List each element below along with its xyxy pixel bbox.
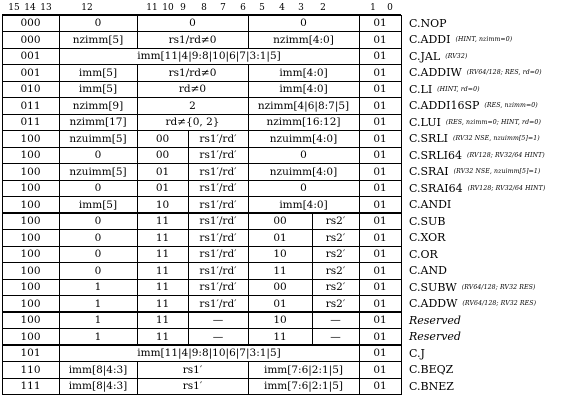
encoding-field: 11 xyxy=(155,215,170,228)
encoding-field: 0 xyxy=(94,182,102,195)
encoding-field: rd≠{0, 2} xyxy=(165,116,220,129)
encoding-field: rs1′/rd′ xyxy=(199,182,237,195)
encoding-field: nzimm[16:12] xyxy=(266,116,341,129)
instruction-note: (RES, nzimm=0) xyxy=(484,102,538,110)
encoding-field: nzuimm[5] xyxy=(69,132,127,145)
instruction-name-cell xyxy=(409,131,540,148)
encoding-field: 100 xyxy=(20,297,41,310)
encoding-field: 01 xyxy=(373,380,387,393)
encoding-field: 01 xyxy=(273,297,287,310)
bit-position-label: 5 xyxy=(259,3,265,13)
encoding-field: 11 xyxy=(155,281,170,294)
instruction-name-cell xyxy=(409,279,535,296)
encoding-field: 01 xyxy=(373,17,387,30)
encoding-field: 0 xyxy=(300,17,307,30)
instruction-name: C.ADDIW xyxy=(409,66,462,80)
instruction-name: C.OR xyxy=(409,247,438,261)
instruction-name: C.SRAI xyxy=(409,165,449,179)
encoding-field: 0 xyxy=(94,264,102,277)
instruction-name-cell xyxy=(409,296,536,313)
bit-position-label: 1 xyxy=(370,3,376,13)
instruction-name: C.SRLI xyxy=(409,132,448,146)
instruction-name-cell xyxy=(409,197,451,214)
encoding-field: 01 xyxy=(373,33,387,46)
encoding-field: 11 xyxy=(155,231,170,244)
encoding-field: 110 xyxy=(20,363,41,376)
instruction-name-cell xyxy=(409,230,445,247)
instruction-name: C.NOP xyxy=(409,16,447,30)
instruction-name-cell xyxy=(409,147,545,164)
instruction-name-cell xyxy=(409,114,541,131)
instruction-name: C.BNEZ xyxy=(409,379,454,393)
encoding-field: imm[8|4:3] xyxy=(68,380,128,393)
encoding-field: rs2′ xyxy=(325,215,346,228)
encoding-field: 11 xyxy=(273,330,287,343)
encoding-field: 11 xyxy=(273,264,287,277)
encoding-field: 01 xyxy=(373,116,387,129)
encoding-field: 01 xyxy=(273,231,287,244)
encoding-field: nzuimm[4:0] xyxy=(269,132,338,145)
bit-position-label: 11 xyxy=(146,3,158,13)
encoding-field: 01 xyxy=(373,165,387,178)
instruction-name-cell xyxy=(409,65,542,82)
instruction-name: C.ADDW xyxy=(409,297,458,311)
encoding-field: — xyxy=(330,330,341,343)
encoding-field: 0 xyxy=(94,17,102,30)
encoding-field: 11 xyxy=(155,314,170,327)
encoding-field: nzuimm[4:0] xyxy=(269,165,338,178)
encoding-field: rs1/rd≠0 xyxy=(168,66,217,79)
encoding-field: rs1′/rd′ xyxy=(199,297,237,310)
encoding-field: rs1′/rd′ xyxy=(199,264,237,277)
encoding-field: 000 xyxy=(20,33,41,46)
bit-position-label: 15 xyxy=(8,3,20,13)
instruction-name-cell xyxy=(409,213,445,230)
encoding-field: 10 xyxy=(273,248,287,261)
encoding-field: 01 xyxy=(155,182,170,195)
encoding-field: nzimm[5] xyxy=(72,33,124,46)
encoding-field: imm[5] xyxy=(78,66,118,79)
encoding-field: 100 xyxy=(20,314,41,327)
encoding-field: rs2′ xyxy=(325,248,346,261)
instruction-name: Reserved xyxy=(409,330,461,344)
encoding-field: 01 xyxy=(373,363,387,376)
encoding-field: 01 xyxy=(373,149,387,162)
encoding-field: — xyxy=(212,314,224,327)
encoding-field: 100 xyxy=(20,165,41,178)
encoding-field: 01 xyxy=(373,66,387,79)
encoding-field: imm[8|4:3] xyxy=(68,363,128,376)
encoding-field: 100 xyxy=(20,149,41,162)
instruction-note: (RV128; RV32/64 HINT) xyxy=(467,184,546,192)
encoding-field: 01 xyxy=(373,132,387,145)
encoding-field: 1 xyxy=(94,281,102,294)
instruction-name: C.XOR xyxy=(409,231,446,245)
encoding-field: nzimm[9] xyxy=(72,99,124,112)
encoding-field: 000 xyxy=(20,17,41,30)
encoding-field: rs1′/rd′ xyxy=(199,215,237,228)
bit-position-label: 8 xyxy=(201,3,207,13)
encoding-field: 01 xyxy=(373,264,387,277)
encoding-field: 01 xyxy=(373,347,387,360)
bit-position-label: 7 xyxy=(220,3,226,13)
instruction-note: (RV64/128; RES, rd=0) xyxy=(466,69,542,77)
bit-position-label: 9 xyxy=(180,3,186,13)
encoding-field: 0 xyxy=(189,17,196,30)
encoding-field: imm[4:0] xyxy=(279,83,328,96)
bit-position-label: 12 xyxy=(81,3,93,13)
encoding-field: 01 xyxy=(373,330,387,343)
encoding-field: 01 xyxy=(373,215,387,228)
encoding-field: imm[11|4|9:8|10|6|7|3:1|5] xyxy=(137,50,281,63)
encoding-field: 100 xyxy=(20,132,41,145)
encoding-field: 00 xyxy=(273,215,287,228)
instruction-name-cell xyxy=(409,263,447,280)
encoding-field: 100 xyxy=(20,198,41,211)
encoding-field: 111 xyxy=(20,380,41,393)
encoding-field: 01 xyxy=(373,314,387,327)
instruction-name: C.J xyxy=(409,346,425,360)
instruction-name: C.LUI xyxy=(409,115,441,129)
encoding-field: imm[4:0] xyxy=(279,198,328,211)
encoding-field: 100 xyxy=(20,231,41,244)
encoding-field: rs1′/rd′ xyxy=(199,231,237,244)
encoding-field: rs1/rd≠0 xyxy=(168,33,217,46)
instruction-name: C.LI xyxy=(409,82,433,96)
encoding-field: rs1′/rd′ xyxy=(199,132,237,145)
encoding-field: 01 xyxy=(373,50,387,63)
instruction-note: (RV32) xyxy=(445,52,468,60)
instruction-note: (HINT, nzimm=0) xyxy=(455,36,513,44)
encoding-field: 11 xyxy=(155,264,170,277)
encoding-field: 1 xyxy=(94,314,102,327)
encoding-field: rs1′ xyxy=(182,380,203,393)
encoding-field: imm[7:6|2:1|5] xyxy=(263,363,344,376)
encoding-field: 01 xyxy=(373,182,387,195)
encoding-field: 01 xyxy=(373,248,387,261)
encoding-field: 0 xyxy=(94,248,102,261)
bit-position-label: 6 xyxy=(240,3,246,13)
encoding-field: rs2′ xyxy=(325,297,346,310)
instruction-name: C.JAL xyxy=(409,49,441,63)
encoding-field: 0 xyxy=(94,149,102,162)
bit-position-label: 14 xyxy=(24,3,36,13)
encoding-field: 00 xyxy=(273,281,287,294)
instruction-name: Reserved xyxy=(409,313,461,327)
instruction-name-cell xyxy=(409,312,461,329)
encoding-field: 001 xyxy=(20,50,41,63)
bit-position-label: 0 xyxy=(387,3,393,13)
encoding-field: 011 xyxy=(20,116,41,129)
instruction-name: C.SUBW xyxy=(409,280,457,294)
encoding-field: 100 xyxy=(20,330,41,343)
instruction-note: (RV128; RV32/64 HINT) xyxy=(467,151,545,159)
bit-position-label: 2 xyxy=(320,3,326,13)
encoding-field: 100 xyxy=(20,264,41,277)
encoding-field: 01 xyxy=(373,231,387,244)
encoding-field: 11 xyxy=(155,330,170,343)
instruction-name-cell xyxy=(409,15,447,32)
encoding-field: nzuimm[5] xyxy=(69,165,127,178)
encoding-field: imm[4:0] xyxy=(279,66,328,79)
encoding-field: 11 xyxy=(155,297,170,310)
instruction-note: (RV32 NSE, nzuimm[5]=1) xyxy=(453,135,540,143)
encoding-field: rs2′ xyxy=(325,231,346,244)
bit-position-label: 13 xyxy=(40,3,52,13)
instruction-name-cell xyxy=(409,362,453,379)
instruction-name: C.BEQZ xyxy=(409,363,454,377)
encoding-field: imm[5] xyxy=(78,198,118,211)
encoding-field: 0 xyxy=(300,149,307,162)
instruction-name: C.ADDI16SP xyxy=(409,99,480,113)
encoding-field: imm[5] xyxy=(78,83,118,96)
instruction-name-cell xyxy=(409,246,438,263)
encoding-field: 00 xyxy=(155,132,170,145)
encoding-field: 0 xyxy=(94,215,102,228)
encoding-field: 01 xyxy=(373,281,387,294)
encoding-field: 10 xyxy=(273,314,287,327)
encoding-field: 01 xyxy=(373,297,387,310)
encoding-field: 01 xyxy=(373,83,387,96)
encoding-field: rs1′/rd′ xyxy=(199,149,237,162)
encoding-field: 100 xyxy=(20,182,41,195)
encoding-field: 100 xyxy=(20,248,41,261)
encoding-field: nzimm[17] xyxy=(69,116,127,129)
encoding-field: 01 xyxy=(155,165,170,178)
encoding-field: 01 xyxy=(373,99,387,112)
bit-position-label: 10 xyxy=(162,3,174,13)
encoding-field: 0 xyxy=(300,182,307,195)
instruction-name-cell xyxy=(409,81,480,98)
encoding-field: 011 xyxy=(20,99,41,112)
encoding-field: 100 xyxy=(20,215,41,228)
instruction-note: (RV64/128; RV32 RES) xyxy=(462,300,537,308)
instruction-name: C.AND xyxy=(409,264,447,278)
encoding-field: — xyxy=(330,314,341,327)
instruction-name-cell xyxy=(409,345,425,362)
encoding-field: rs1′/rd′ xyxy=(199,165,237,178)
encoding-field: 100 xyxy=(20,281,41,294)
encoding-field: 1 xyxy=(94,297,102,310)
instruction-name-cell xyxy=(409,32,512,49)
encoding-field: imm[7:6|2:1|5] xyxy=(263,380,344,393)
encoding-field: rd≠0 xyxy=(178,83,207,96)
instruction-name-cell xyxy=(409,378,454,395)
instruction-name: C.SRAI64 xyxy=(409,181,463,195)
encoding-field: rs1′/rd′ xyxy=(199,198,237,211)
instruction-name: C.ANDI xyxy=(409,198,452,212)
encoding-field: imm[11|4|9:8|10|6|7|3:1|5] xyxy=(137,347,281,360)
instruction-name: C.SRLI64 xyxy=(409,148,462,162)
instruction-note: (RES, nzimm=0; HINT, rd=0) xyxy=(445,118,541,126)
bit-position-label: 4 xyxy=(279,3,285,13)
encoding-field: 11 xyxy=(155,248,170,261)
encoding-field: 00 xyxy=(155,149,170,162)
encoding-field: rs1′ xyxy=(182,363,203,376)
instruction-name-cell xyxy=(409,329,461,346)
encoding-field: 1 xyxy=(94,330,102,343)
encoding-field: rs2′ xyxy=(325,264,346,277)
encoding-field: 001 xyxy=(20,66,41,79)
bit-position-label: 3 xyxy=(298,3,304,13)
encoding-field: 10 xyxy=(155,198,170,211)
encoding-field: rs1′/rd′ xyxy=(199,281,237,294)
encoding-field: nzimm[4:0] xyxy=(273,33,334,46)
instruction-name-cell xyxy=(409,164,540,181)
encoding-field: rs1′/rd′ xyxy=(199,248,237,261)
instruction-name-cell xyxy=(409,98,538,115)
encoding-field: rs2′ xyxy=(325,281,346,294)
encoding-field: nzimm[4|6|8:7|5] xyxy=(257,99,350,112)
instruction-name-cell xyxy=(409,180,545,197)
instruction-name: C.ADDI xyxy=(409,33,451,47)
instruction-name: C.SUB xyxy=(409,214,446,228)
encoding-field: 2 xyxy=(189,99,196,112)
instruction-name-cell xyxy=(409,48,467,65)
encoding-field: 0 xyxy=(94,231,102,244)
encoding-field: — xyxy=(212,330,224,343)
instruction-note: (RV64/128; RV32 RES) xyxy=(461,283,536,291)
encoding-field: 101 xyxy=(20,347,41,360)
instruction-note: (HINT, rd=0) xyxy=(437,85,480,93)
instruction-note: (RV32 NSE, nzuimm[5]=1) xyxy=(453,168,541,176)
encoding-field: 01 xyxy=(373,198,387,211)
encoding-field: 010 xyxy=(20,83,41,96)
